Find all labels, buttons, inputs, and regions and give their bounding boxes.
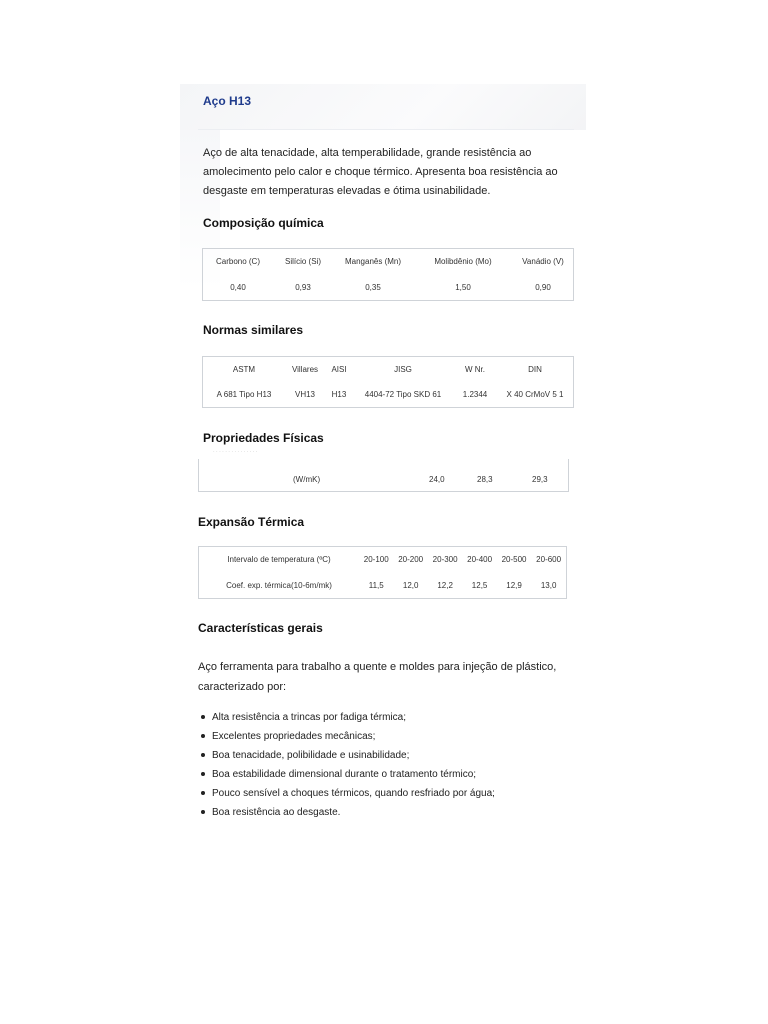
list-item: Pouco sensível a choques térmicos, quando resfriado por água; [198,784,570,803]
physical-table [198,459,569,492]
table-header-cell: DIN [528,365,542,374]
table-row [199,573,567,599]
table-cell: 13,0 [540,580,557,590]
table-cell: A 681 Tipo H13 [216,390,272,399]
table-header-cell: Molibdênio (Mo) [434,257,492,267]
table-header-cell: JISG [394,365,412,374]
table-header-cell: 20-600 [536,555,562,565]
physical-title: Propriedades Físicas [203,431,324,445]
table-header-cell: W Nr. [465,365,485,374]
table-cell: X 40 CrMoV 5 1 [506,390,564,399]
table-header-cell: Silício (Si) [284,257,321,267]
composition-title: Composição química [203,216,324,230]
table-header-cell: ASTM [232,365,256,374]
features-list [198,708,570,822]
table-row [203,275,574,301]
physical-value: 28,3 [477,475,493,484]
table-header-cell: Intervalo de temperatura (ºC) [227,555,331,565]
table-cell: 0,40 [230,282,246,292]
title-divider [198,129,574,130]
table-row [203,357,574,383]
table-cell: 4404-72 Tipo SKD 61 [364,390,442,399]
table-cell: 1.2344 [462,390,488,399]
cropped-header-fragment: · · · · · · · · · · · · · · · [213,449,258,452]
intro-paragraph: Aço de alta tenacidade, alta temperabilidade, grande resistência ao amolecimento pelo calor e choque térmico. Apresenta boa resistência ao desgaste em temperaturas elevadas e ótima usinabilidade. [203,147,558,197]
table-cell: 12,5 [471,580,488,590]
table-cell: 0,93 [295,282,311,292]
table-cell: 1,50 [455,282,471,292]
table-cell: H13 [331,390,347,399]
physical-unit: (W/mK) [293,475,321,484]
expansion-table [198,546,567,599]
table-header-cell: Carbono (C) [215,257,260,267]
table-cell: VH13 [294,390,315,399]
table-row [203,382,574,408]
table-header-cell: AISI [331,365,347,374]
table-cell: 12,0 [402,580,419,590]
table-header-cell: 20-500 [501,555,527,565]
norms-title: Normas similares [203,323,304,337]
table-cell: 11,5 [368,580,384,590]
composition-table [202,248,574,301]
table-header-cell: Villares [291,365,319,374]
page-title: Aço H13 [203,94,252,108]
list-item: Excelentes propriedades mecânicas; [198,727,570,746]
table-cell: 0,90 [535,282,551,292]
table-header-cell: 20-300 [432,555,458,565]
table-cell: 12,9 [506,580,522,590]
table-row [199,547,567,573]
table-cell: 12,2 [437,580,453,590]
table-cell: Coef. exp. térmica(10-6m/mk) [226,580,332,590]
list-item: Boa tenacidade, polibilidade e usinabilidade; [198,746,570,765]
table-cell: 0,35 [365,282,381,292]
expansion-title: Expansão Térmica [198,515,305,529]
table-header-cell: 20-400 [467,555,493,565]
list-item: Boa estabilidade dimensional durante o tratamento térmico; [198,765,570,784]
physical-value: 24,0 [429,475,445,484]
table-header-cell: Vanádio (V) [522,257,564,267]
norms-table [202,356,574,408]
general-paragraph: Aço ferramenta para trabalho a quente e moldes para injeção de plástico, caracterizado por: [198,661,557,693]
table-header-cell: 20-100 [363,555,389,565]
physical-value: 29,3 [532,475,548,484]
table-row [203,249,574,275]
table-header-cell: 20-200 [398,555,424,565]
list-item: Boa resistência ao desgaste. [198,803,570,822]
table-header-cell: Manganês (Mn) [344,257,402,267]
general-title: Características gerais [198,621,323,635]
list-item: Alta resistência a trincas por fadiga térmica; [198,708,570,727]
